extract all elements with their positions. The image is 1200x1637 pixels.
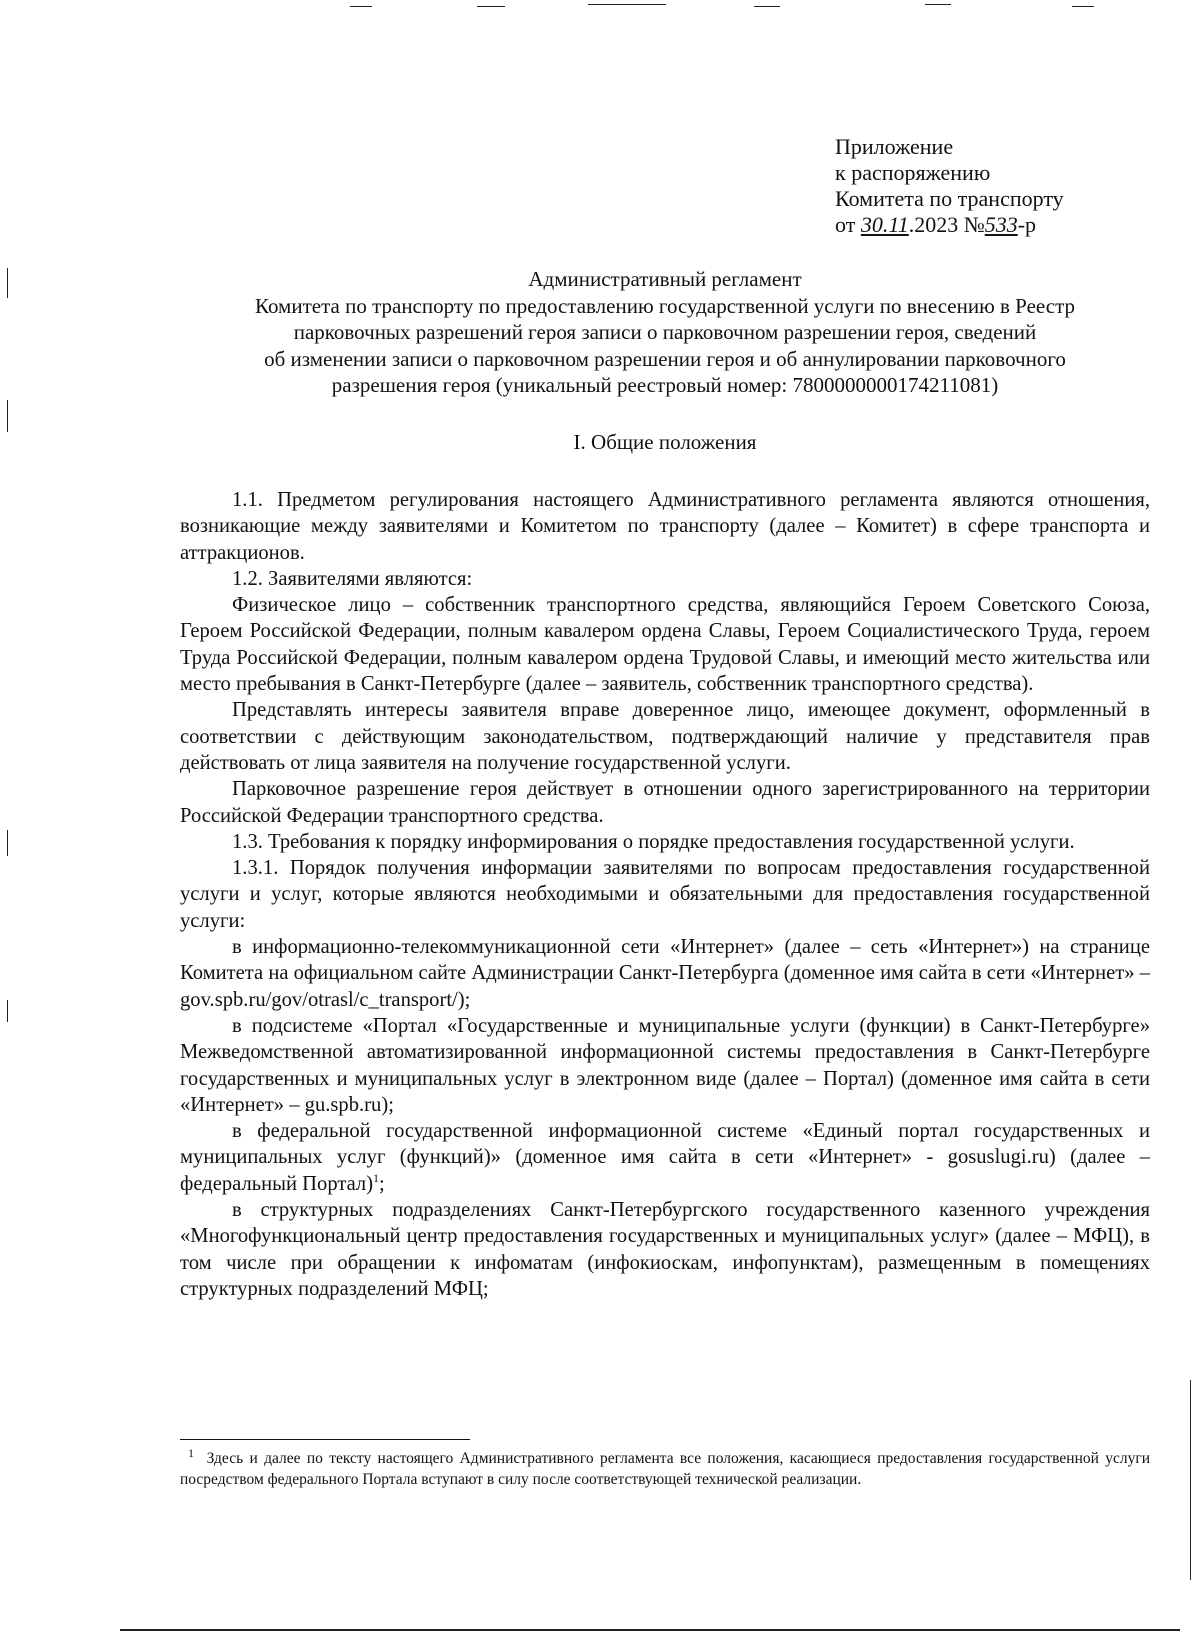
scan-mark-left-4 xyxy=(7,1000,8,1022)
title-line-1: Административный регламент xyxy=(528,267,802,291)
paragraph-1-1: 1.1. Предметом регулирования настоящего Административного регламента являются отношения, возникающие между заявителями и Комитетом по транспорту (далее – Комитет) в сфере транспорта и аттракционов. xyxy=(180,489,1150,564)
paragraph-1-3-1: 1.3.1. Порядок получения информации заявителями по вопросам предоставления государственной услуги и услуг, которые являются необходимыми и обязательными для предоставления государственной услуги: xyxy=(180,857,1150,932)
paragraph-representative: Представлять интересы заявителя вправе доверенное лицо, имеющее документ, оформленный в соответствии с действующим законодательством, подтверждающий наличие у представителя прав действовать от лица заявителя на получение государственной услуги. xyxy=(180,699,1150,774)
appendix-line-1: Приложение xyxy=(835,134,954,159)
title-line-4: об изменении записи о парковочном разрешении героя и об аннулировании парковочного xyxy=(264,346,1066,371)
scan-mark-right xyxy=(1190,1380,1191,1580)
order-suffix: -р xyxy=(1017,212,1037,237)
scan-mark-left-1 xyxy=(7,268,8,298)
paragraph-1-2: 1.2. Заявителями являются: xyxy=(232,567,473,590)
document-title xyxy=(180,266,1150,399)
order-number-handwritten: 533 xyxy=(984,212,1018,237)
date-prefix: от xyxy=(835,212,856,237)
scan-mark-left-2 xyxy=(7,400,8,432)
footnote-text: Здесь и далее по тексту настоящего Административного регламента все положения, касающиеся предоставления государственной услуги посредством федерального Портала вступают в силу после соответствующей технической реализации. xyxy=(180,1450,1151,1488)
title-line-3: парковочных разрешений героя записи о парковочном разрешении героя, сведений xyxy=(293,320,1037,344)
federal-portal-end: ; xyxy=(379,1172,385,1195)
appendix-block xyxy=(835,134,1155,238)
title-line-2: Комитета по транспорту по предоставлению государственной услуги по внесению в Реестр xyxy=(254,293,1075,318)
scan-mark-left-3 xyxy=(7,830,8,856)
paragraph-federal-portal xyxy=(180,1118,1150,1197)
paragraph-1-3: 1.3. Требования к порядку информирования о порядке предоставления государственной услуги. xyxy=(232,830,1075,853)
date-rest: .2023 № xyxy=(908,212,985,237)
paragraph-internet: в информационно-телекоммуникационной сети «Интернет» (далее – сеть «Интернет») на странице Комитета на официальном сайте Администрации Санкт-Петербурга (доменное имя сайта в сети «Интернет» – gov.spb.ru/gov/otrasl/c_transport/); xyxy=(180,936,1150,1011)
document-page xyxy=(180,0,1150,1637)
footnote-mark: 1 xyxy=(188,1445,194,1460)
document-body xyxy=(180,487,1150,1302)
federal-portal-text: в федеральной государственной информационной системе «Единый портал государственных и муниципальных услуг (функций)» (доменное имя сайта в сети «Интернет» - gosuslugi.ru) (далее – федеральный Портал) xyxy=(180,1120,1150,1195)
appendix-line-2: к распоряжению xyxy=(835,160,991,185)
title-line-5: разрешения героя (уникальный реестровый номер: 7800000000174211081) xyxy=(331,373,999,397)
paragraph-mfc: в структурных подразделениях Санкт-Петербургского государственного казенного учреждения «Многофункциональный центр предоставления государственных и муниципальных услуг» (далее – МФЦ), в том числе при обращении к инфоматам (инфокиоскам, инфопунктам), размещенным в помещениях структурных подразделений МФЦ; xyxy=(180,1199,1150,1300)
section-heading: I. Общие положения xyxy=(573,430,757,454)
paragraph-applicant: Физическое лицо – собственник транспортного средства, являющийся Героем Советского Союза, Героем Российской Федерации, полным кавалером ордена Славы, Героем Социалистического Труда, героем Труда Российской Федерации, полным кавалером ордена Трудовой Славы, и имеющий место жительства или место пребывания в Санкт-Петербурге (далее – заявитель, собственник транспортного средства). xyxy=(180,594,1150,696)
appendix-line-3: Комитета по транспорту xyxy=(835,186,1064,211)
footnote-ref: 1 xyxy=(373,1170,380,1185)
paragraph-permit-scope: Парковочное разрешение героя действует в отношении одного зарегистрированного на территории Российской Федерации транспортного средства. xyxy=(180,778,1150,827)
footnote-divider xyxy=(180,1439,470,1440)
footnote xyxy=(180,1445,1151,1490)
appendix-date-line xyxy=(835,212,1155,238)
date-day-handwritten: 30.11 xyxy=(860,212,909,237)
paragraph-portal: в подсистеме «Портал «Государственные и муниципальные услуги (функции) в Санкт-Петербурге» Межведомственной автоматизированной информационной системы предоставления в Санкт-Петербурге государственных и муниципальных услуг в электронном виде (далее – Портал) (доменное имя сайта в сети «Интернет» – gu.spb.ru); xyxy=(180,1014,1150,1116)
